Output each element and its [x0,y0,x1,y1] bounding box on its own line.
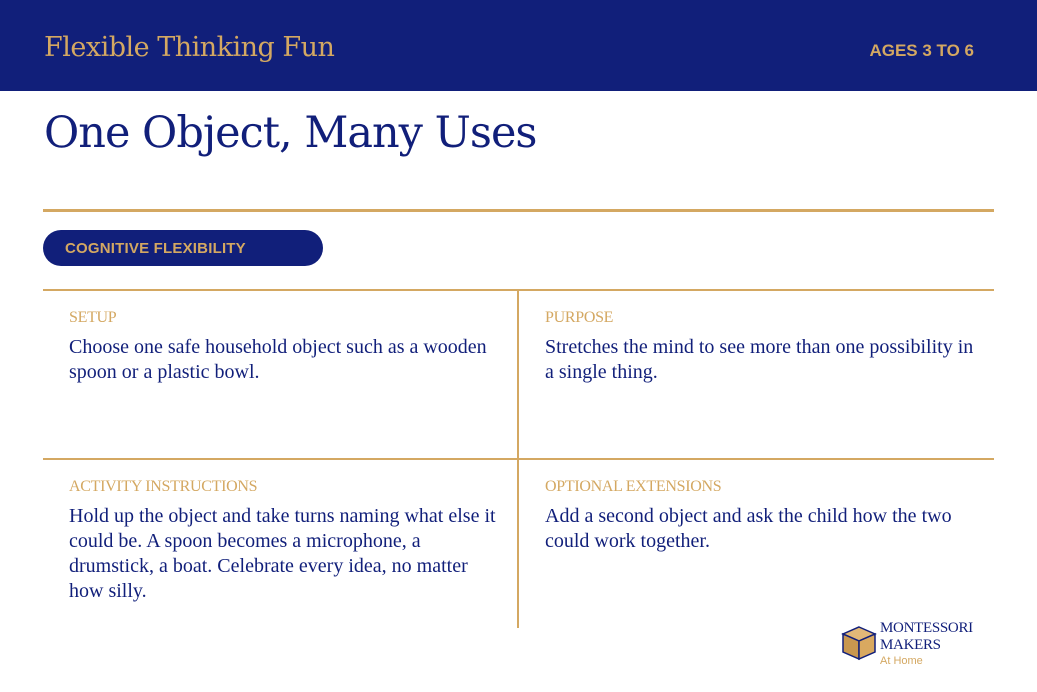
header-title: Flexible Thinking Fun [44,32,335,63]
page-title: One Object, Many Uses [44,108,537,158]
section-setup-label: SETUP [69,309,117,326]
logo-wordmark-line1: MONTESSORI [880,620,973,636]
box-icon [840,624,878,662]
brand-logo [840,620,1000,670]
section-setup-text: Choose one safe household object such as a wooden spoon or a plastic bowl. [69,336,487,383]
grid-divider-vertical [517,291,519,628]
divider-top [43,209,994,212]
section-extensions-label: OPTIONAL EXTENSIONS [545,478,722,495]
section-purpose [545,309,975,385]
logo-tagline: At Home [880,655,923,667]
header-bar [0,0,1037,91]
section-setup [69,309,499,385]
section-activity-text: Hold up the object and take turns naming what else it could be. A spoon becomes a microphone, a drumstick, a boat. Celebrate every idea, no matter how silly. [69,505,496,602]
section-purpose-text: Stretches the mind to see more than one possibility in a single thing. [545,336,974,383]
category-badge-label: COGNITIVE FLEXIBILITY [65,240,246,257]
section-optional-extensions [545,478,975,554]
section-activity-label: ACTIVITY INSTRUCTIONS [69,478,258,495]
section-purpose-label: PURPOSE [545,309,614,326]
logo-wordmark-line2: MAKERS [880,637,941,653]
section-extensions-text: Add a second object and ask the child how the two could work together. [545,505,952,552]
age-range-label: AGES 3 TO 6 [869,41,974,60]
section-activity-instructions [69,478,499,604]
category-badge [43,230,323,266]
